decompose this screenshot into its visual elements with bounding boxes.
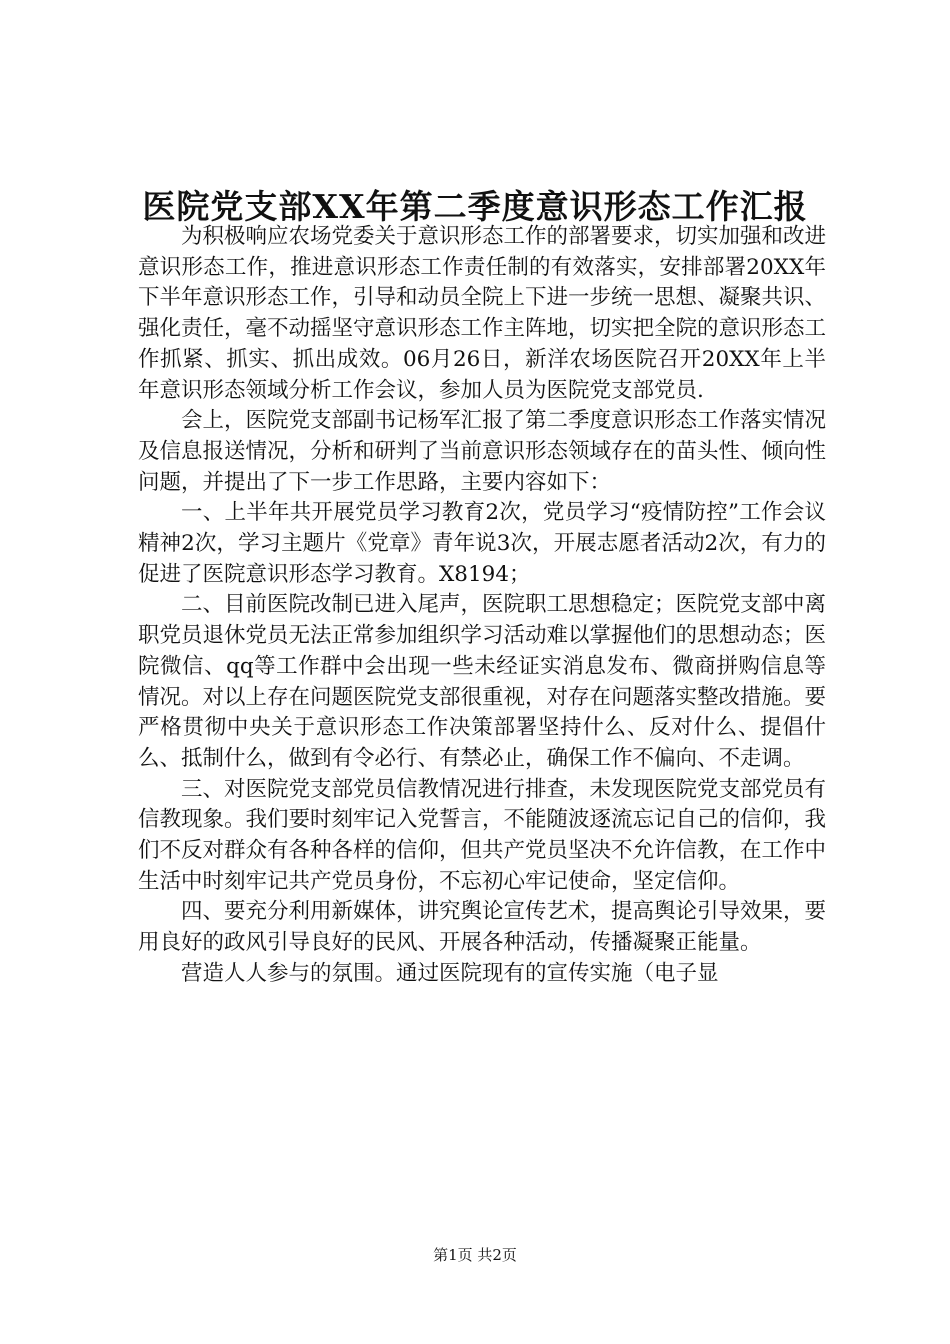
paragraph-item-2: 二、目前医院改制已进入尾声，医院职工思想稳定；医院党支部中离职党员退休党员无法正常参加组织学习活动难以掌握他们的思想动态；医院微信、qq等工作群中会出现一些未经证实消息发布、微商拼购信息等情况。对以上存在问题医院党支部很重视，对存在问题落实整改措施。要严格贯彻中央关于意识形态工作决策部署坚持什么、反对什么、提倡什么、抵制什么，做到有令必行、有禁必止，确保工作不偏向、不走调。	[138, 592, 827, 771]
paragraph-item-4: 四、要充分利用新媒体，讲究舆论宣传艺术，提高舆论引导效果，要用良好的政风引导良好的民风、开展各种活动，传播凝聚正能量。	[138, 899, 827, 956]
document-body	[138, 222, 826, 990]
paragraph-item-1: 一、上半年共开展党员学习教育2次，党员学习“疫情防控”工作会议精神2次，学习主题片《党章》青年说3次，开展志愿者活动2次，有力的促进了医院意识形态学习教育。X8194；	[138, 500, 826, 587]
paragraph-intro: 为积极响应农场党委关于意识形态工作的部署要求，切实加强和改进意识形态工作，推进意识形态工作责任制的有效落实，安排部署20XX年下半年意识形态工作，引导和动员全院上下进一步统一思想、凝聚共识、强化责任，毫不动摇坚守意识形态工作主阵地，切实把全院的意识形态工作抓紧、抓实、抓出成效。06月26日，新洋农场医院召开20XX年上半年意识形态领域分析工作会议，参加人员为医院党支部党员.	[138, 224, 827, 403]
paragraph-item-3: 三、对医院党支部党员信教情况进行排查，未发现医院党支部党员有信教现象。我们要时刻牢记入党誓言，不能随波逐流忘记自己的信仰，我们不反对群众有各种各样的信仰，但共产党员坚决不允许信教，在工作中生活中时刻牢记共产党员身份，不忘初心牢记使命，坚定信仰。	[138, 776, 827, 894]
document-title: 医院党支部XX年第二季度意识形态工作汇报	[142, 187, 808, 226]
page-number-footer: 第1页 共2页	[433, 1246, 517, 1264]
paragraph-continuation: 营造人人参与的氛围。通过医院现有的宣传实施（电子显	[181, 960, 719, 986]
paragraph-meeting: 会上，医院党支部副书记杨军汇报了第二季度意识形态工作落实情况及信息报送情况，分析和研判了当前意识形态领域存在的苗头性、倾向性问题，并提出了下一步工作思路，主要内容如下：	[138, 408, 827, 495]
